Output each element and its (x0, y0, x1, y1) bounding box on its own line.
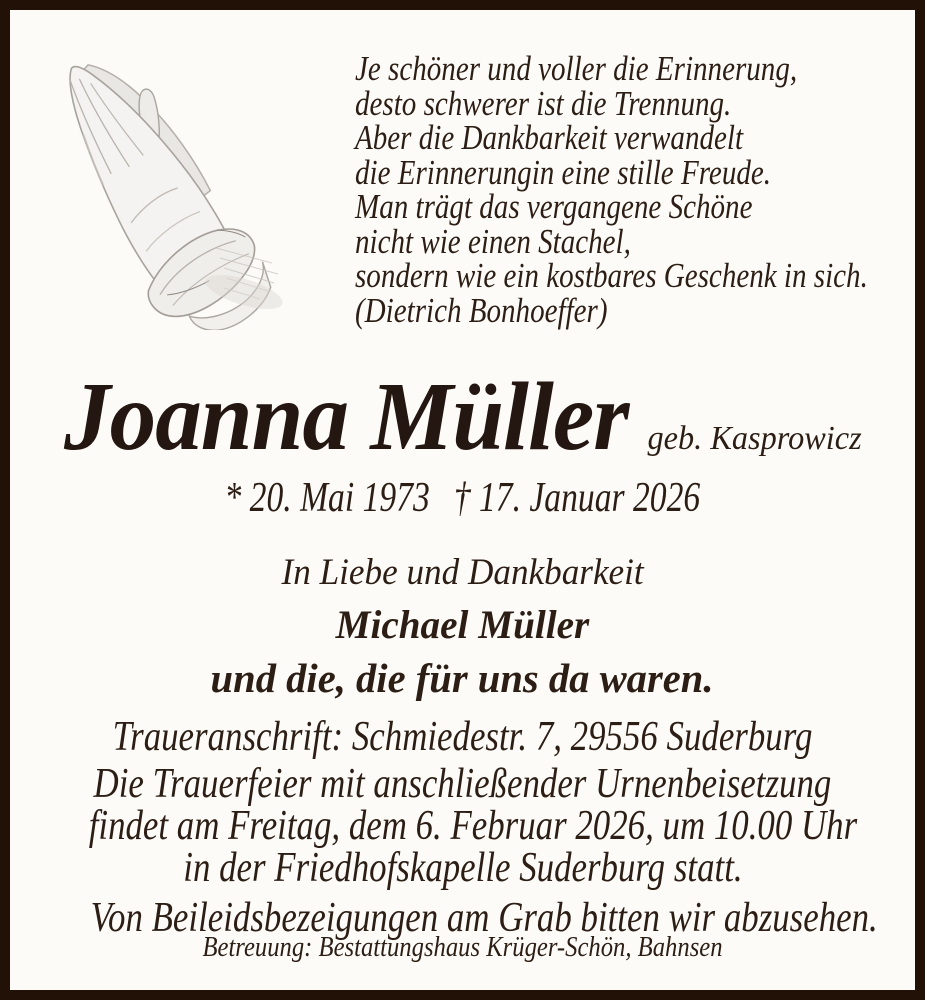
quote-line (355, 187, 925, 226)
service-line (10, 805, 915, 847)
quote-line-text: die Erinnerungin eine stille Freude. (355, 152, 772, 192)
mourners-intro (10, 551, 915, 594)
quote-line (355, 49, 925, 88)
funeral-home-text: Betreuung: Bestattungshaus Krüger-Schön, Bahnsen (202, 932, 723, 963)
life-dates (10, 474, 915, 522)
quote-line (355, 152, 925, 192)
mourning-address (10, 713, 915, 761)
quote-line (355, 83, 925, 123)
quote-line-text: nicht wie einen Stachel, (355, 221, 631, 261)
service-line-text: findet am Freitag, dem 6. Februar 2026, um 10.00 Uhr (88, 803, 858, 849)
quote-line-text: sondern wie ein kostbares Geschenk in sich. (355, 256, 868, 295)
chief-mourner (10, 601, 915, 648)
deceased-name: Joanna Müller (63, 363, 629, 471)
praying-hands-icon (48, 52, 288, 330)
maiden-name: geb. Kasprowicz (647, 420, 862, 457)
quote-line-text: Man trägt das vergangene Schöne (355, 187, 753, 226)
mourning-address-text: Traueranschrift: Schmiedestr. 7, 29556 Suderburg (112, 714, 813, 760)
memorial-quote (355, 49, 925, 330)
funeral-home-note (10, 932, 915, 964)
quote-line-text: desto schwerer ist die Trennung. (355, 83, 732, 123)
mourners-additional-text: und die, die für uns da waren. (211, 655, 714, 701)
service-line-text: in der Friedhofskapelle Suderburg statt. (182, 845, 743, 891)
service-announcement (10, 763, 915, 889)
quote-attribution-text: (Dietrich Bonhoeffer) (355, 290, 608, 330)
quote-line-text: Je schöner und voller die Erinnerung, (355, 49, 798, 88)
death-date: † 17. Januar 2026 (453, 475, 701, 521)
quote-line (355, 221, 925, 261)
quote-line (355, 256, 925, 295)
condolence-note-text: Von Beileidsbezeigungen am Grab bitten wir abzusehen. (90, 895, 878, 941)
quote-attribution (355, 290, 925, 330)
service-line-text: Die Trauerfeier mit anschließender Urnenbeisetzung (93, 761, 832, 807)
mourners-intro-text: In Liebe und Dankbarkeit (281, 552, 644, 593)
service-line (10, 847, 915, 889)
quote-line (355, 118, 925, 157)
quote-line-text: Aber die Dankbarkeit verwandelt (355, 118, 744, 157)
deceased-name-row (10, 363, 915, 471)
service-line (10, 763, 915, 805)
mourners-additional (10, 654, 915, 702)
birth-date: * 20. Mai 1973 (224, 475, 430, 521)
chief-mourner-name: Michael Müller (335, 602, 590, 647)
